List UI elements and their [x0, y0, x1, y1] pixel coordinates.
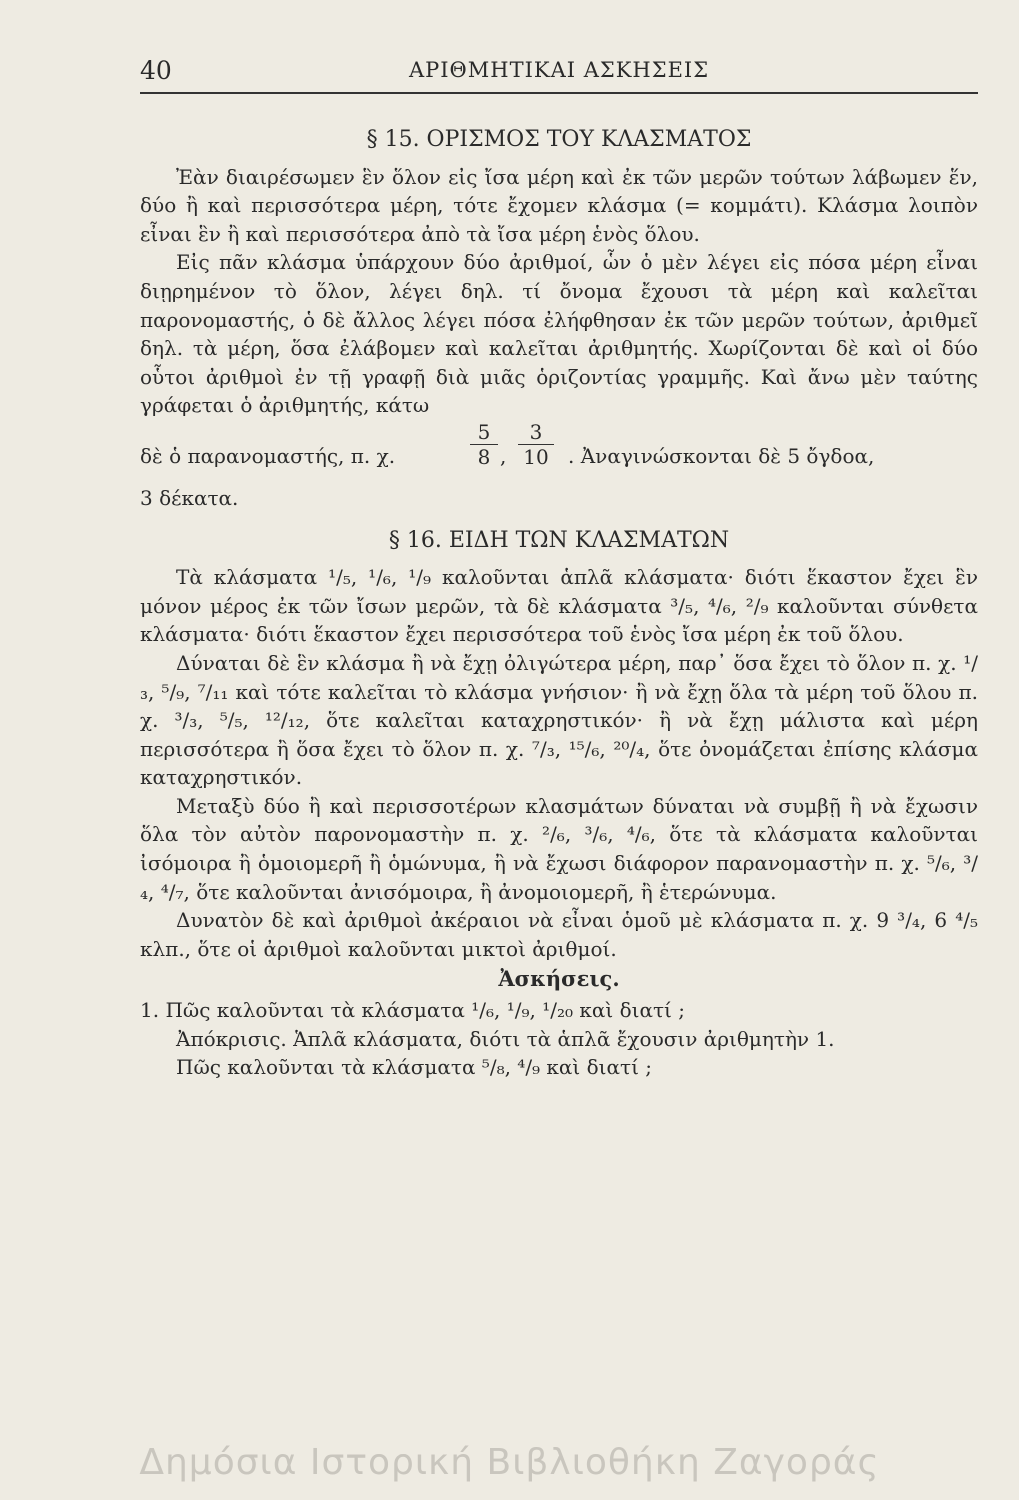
exercise-question-2: Πῶς καλοῦνται τὰ κλάσματα ⁵/₈, ⁴/₉ καὶ διατί ; [176, 1055, 653, 1080]
page-header [140, 52, 978, 94]
fraction-denominator: 10 [523, 444, 549, 469]
section-15-paragraph-2: Εἰς πᾶν κλάσμα ὑπάρχουν δύο ἀριθμοί, ὧν ὁ μὲν λέγει εἰς πόσα μέρη εἶναι διῃρημένον τὸ ὅλον, λέγει δηλ. τί ὄνομα ἔχουσι τὰ μέρη καὶ καλεῖται παρονομαστής, ὁ δὲ ἄλλος λέγει πόσα ἐλήφθησαν ἐκ τῶν μερῶν τούτων, ἀριθμεῖ δηλ. τὰ μέρη, ὅσα ἐλάβομεν καὶ καλεῖται ἀριθμητής. Χωρίζονται δὲ καὶ οἱ δύο οὗτοι ἀριθμοὶ ἐν τῇ γραφῇ διὰ μιᾶς ὁριζοντίας γραμμῆς. Καὶ ἄνω μὲν ταύτης γράφεται ὁ ἀριθμητής, κάτω [140, 250, 978, 418]
section-16-paragraph-4: Δυνατὸν δὲ καὶ ἀριθμοὶ ἀκέραιοι νὰ εἶναι ὁμοῦ μὲ κλάσματα π. χ. 9 ³/₄, 6 ⁴/₅ κλπ., ὅτε οἱ ἀριθμοὶ καλοῦνται μικτοὶ ἀριθμοί. [140, 908, 978, 961]
section-15-title: § 15. ΟΡΙΣΜΟΣ ΤΟΥ ΚΛΑΣΜΑΤΟΣ [366, 127, 752, 152]
exercises-title: Ἀσκήσεις. [498, 966, 620, 992]
fraction-numerator: 5 [470, 420, 498, 445]
exercise-question-1: 1. Πῶς καλοῦνται τὰ κλάσματα ¹/₆, ¹/₉, ¹/₂₀ καὶ διατί ; [140, 998, 685, 1023]
exercise-answer-1: Ἀπόκρισις. Ἁπλᾶ κλάσματα, διότι τὰ ἁπλᾶ ἔχουσιν ἀριθμητὴν 1. [176, 1026, 835, 1051]
section-15-paragraph-1: Ἐὰν διαιρέσωμεν ἓν ὅλον εἰς ἴσα μέρη καὶ ἐκ τῶν μερῶν τούτων λάβωμεν ἕν, δύο ἢ καὶ περισσότερα μέρη, τότε ἔχομεν κλάσμα (= κομμάτι). Κλάσμα λοιπὸν εἶναι ἓν ἢ καὶ περισσότερα ἀπὸ τὰ ἴσα μέρη ἑνὸς ὅλου. [140, 164, 978, 246]
fraction-3-10 [518, 420, 554, 469]
running-title: ΑΡΙΘΜΗΤΙΚΑΙ ΑΣΚΗΣΕΙΣ [408, 58, 710, 82]
fraction-separator: , [500, 443, 507, 468]
section-16-paragraph-3: Μεταξὺ δύο ἢ καὶ περισσοτέρων κλασμάτων δύναται νὰ συμβῇ ἢ νὰ ἔχωσιν ὅλα τὸν αὐτὸν παρονομαστὴν π. χ. ²/₆, ³/₆, ⁴/₆, ὅτε τὰ κλάσματα καλοῦνται ἰσόμοιρα ἢ ὁμοιομερῆ ἢ ὁμώνυμα, ἢ νὰ ἔχωσι διάφορον παρανομαστὴν π. χ. ⁵/₆, ³/₄, ⁴/₇, ὅτε καλοῦνται ἀνισόμοιρα, ἢ ἀνομοιομερῆ, ἢ ἑτερώνυμα. [140, 793, 978, 904]
fraction-trail-text: . Ἀναγινώσκονται δὲ 5 ὄγδοα, [568, 443, 875, 468]
fraction-denominator: 8 [477, 444, 491, 469]
fraction-example-line [140, 420, 978, 484]
fraction-lead-text: δὲ ὁ παρανομαστής, π. χ. [140, 443, 396, 468]
page-number: 40 [140, 56, 172, 85]
section-16-paragraph-2: Δύναται δὲ ἓν κλάσμα ἢ νὰ ἔχῃ ὀλιγώτερα μέρη, παρ᾽ ὅσα ἔχει τὸ ὅλον π. χ. ¹/₃, ⁵/₉, ⁷/₁₁ καὶ τότε καλεῖται τὸ κλάσμα γνήσιον· ἢ νὰ ἔχῃ ὅλα τὰ μέρη τοῦ ὅλου π. χ. ³/₃, ⁵/₅, ¹²/₁₂, ὅτε καλεῖται καταχρηστικόν· ἢ νὰ ἔχῃ μάλιστα καὶ μέρη περισσότερα ἢ ὅσα ἔχει τὸ ὅλον π. χ. ⁷/₃, ¹⁵/₆, ²⁰/₄, ὅτε ὀνομάζεται ἐπίσης κλάσμα καταχρηστικόν. [140, 650, 978, 790]
library-watermark: Δημόσια Ιστορική Βιβλιοθήκη Ζαγοράς [139, 1442, 880, 1483]
page-body [140, 122, 978, 1082]
fraction-5-8 [470, 420, 498, 469]
fraction-numerator: 3 [518, 420, 554, 445]
fraction-end-text: 3 δέκατα. [140, 485, 239, 510]
section-16-title: § 16. ΕΙΔΗ ΤΩΝ ΚΛΑΣΜΑΤΩΝ [388, 527, 730, 553]
section-16-paragraph-1: Τὰ κλάσματα ¹/₅, ¹/₆, ¹/₉ καλοῦνται ἁπλᾶ κλάσματα· διότι ἕκαστον ἔχει ἓν μόνον μέρος ἐκ τῶν ἴσων μερῶν, τὰ δὲ κλάσματα ³/₅, ⁴/₆, ²/₉ καλοῦνται σύνθετα κλάσματα· διότι ἕκαστον ἔχει περισσότερα τοῦ ἑνὸς ἴσα μέρη ἐκ τοῦ ὅλου. [140, 565, 978, 647]
